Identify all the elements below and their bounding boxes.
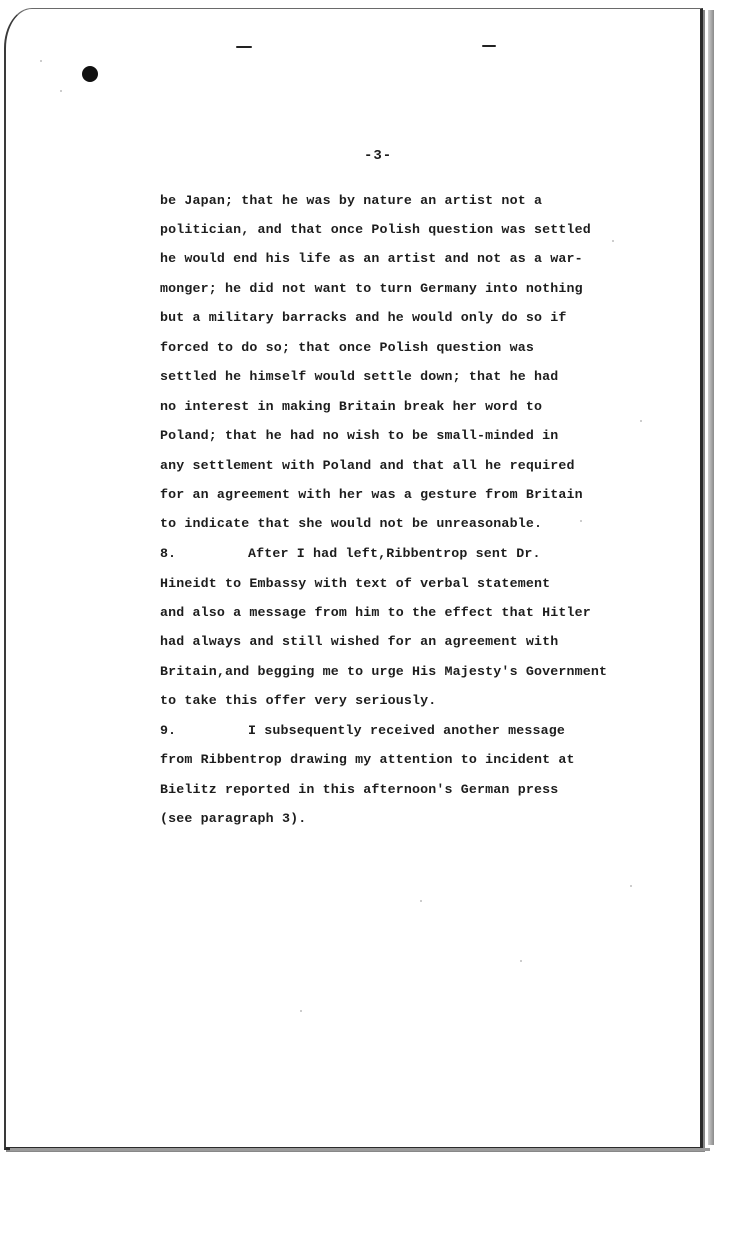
text-line: Bielitz reported in this afternoon's German press bbox=[160, 782, 559, 797]
text-line: I subsequently received another message bbox=[248, 723, 566, 738]
page-edge-shadow bbox=[708, 10, 714, 1145]
text-line: Hineidt to Embassy with text of verbal statement bbox=[160, 576, 551, 591]
text-line: to indicate that she would not be unreasonable. bbox=[160, 516, 543, 531]
page-number: -3- bbox=[364, 148, 393, 164]
text-line: from Ribbentrop drawing my attention to incident at bbox=[160, 752, 575, 767]
text-line: Poland; that he had no wish to be small-minded in bbox=[160, 428, 559, 443]
text-line: After I had left,Ribbentrop sent Dr. bbox=[248, 546, 541, 561]
scan-speck bbox=[420, 900, 422, 902]
text-line: settled he himself would settle down; that he had bbox=[160, 369, 559, 384]
page-bottom-shadow bbox=[10, 1148, 710, 1151]
text-line: any settlement with Poland and that all he required bbox=[160, 458, 575, 473]
staple-mark-left bbox=[236, 46, 252, 48]
text-line: (see paragraph 3). bbox=[160, 811, 307, 826]
text-line: to take this offer very seriously. bbox=[160, 693, 437, 708]
text-line: no interest in making Britain break her word to bbox=[160, 399, 543, 414]
scan-speck bbox=[640, 420, 642, 422]
paragraph-number: 9. bbox=[160, 723, 176, 738]
scan-speck bbox=[300, 1010, 302, 1012]
text-line: monger; he did not want to turn Germany into nothing bbox=[160, 281, 583, 296]
text-line: he would end his life as an artist and not as a war- bbox=[160, 251, 583, 266]
text-line: Britain,and begging me to urge His Majesty's Government bbox=[160, 664, 608, 679]
text-line: and also a message from him to the effect that Hitler bbox=[160, 605, 591, 620]
text-line: but a military barracks and he would only do so if bbox=[160, 310, 567, 325]
staple-mark-right bbox=[482, 45, 496, 47]
text-line: politician, and that once Polish question was settled bbox=[160, 222, 591, 237]
scan-speck bbox=[40, 60, 42, 62]
scan-speck bbox=[630, 885, 632, 887]
punch-hole bbox=[82, 66, 98, 82]
text-line: be Japan; that he was by nature an artist not a bbox=[160, 193, 543, 208]
paragraph-number: 8. bbox=[160, 546, 176, 561]
scan-speck bbox=[612, 240, 614, 242]
scan-speck bbox=[580, 520, 582, 522]
scan-speck bbox=[520, 960, 522, 962]
scan-speck bbox=[60, 90, 62, 92]
text-line: forced to do so; that once Polish question was bbox=[160, 340, 534, 355]
text-line: for an agreement with her was a gesture from Britain bbox=[160, 487, 583, 502]
text-line: had always and still wished for an agreement with bbox=[160, 634, 559, 649]
